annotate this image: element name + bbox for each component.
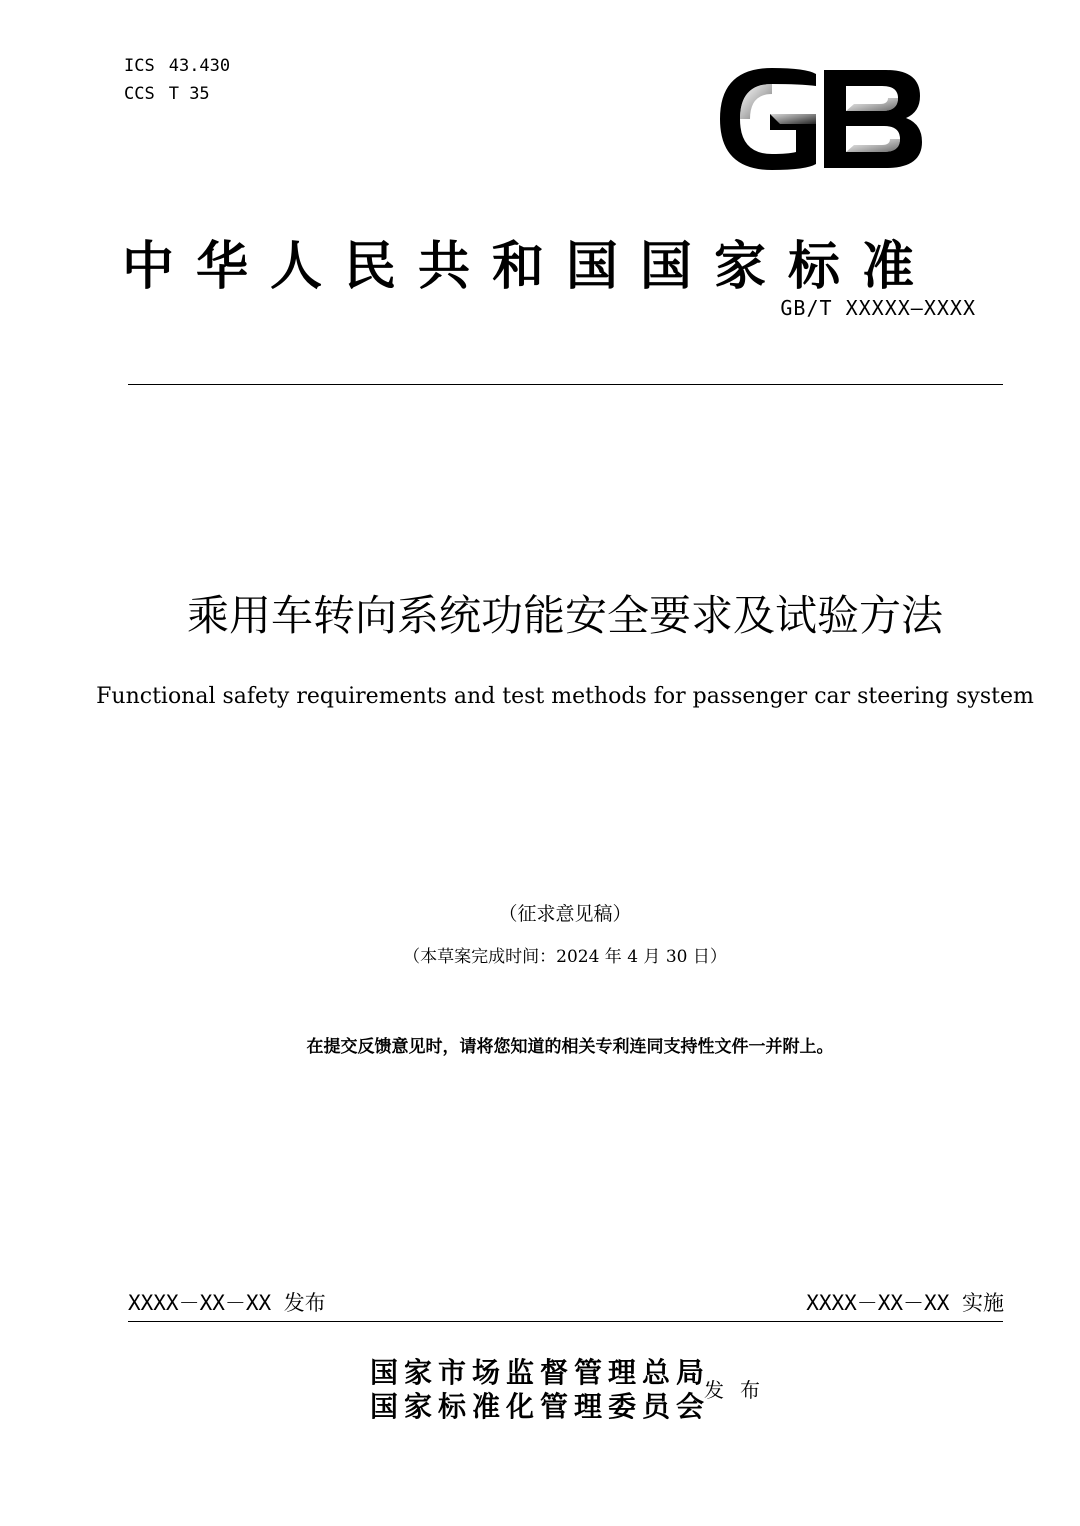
publish-label: 发布 — [704, 1378, 776, 1402]
authority-samr: 国家市场监督管理总局 — [370, 1356, 711, 1389]
document-title-cn: 乘用车转向系统功能安全要求及试验方法 — [186, 591, 943, 640]
ccs-label: CCS — [124, 84, 155, 104]
gb-logo — [716, 66, 924, 172]
ccs-code: T 35 — [168, 84, 210, 104]
issuing-authorities — [370, 1356, 710, 1424]
draft-status: （征求意见稿） — [498, 903, 632, 925]
classification-codes — [124, 52, 244, 108]
draft-completed-date: （本草案完成时间：2024 年 4 月 30 日） — [403, 947, 727, 967]
authority-sac: 国家标准化管理委员会 — [370, 1390, 711, 1423]
ics-row — [124, 52, 244, 80]
standard-number: GB/T XXXXX—XXXX — [780, 296, 976, 320]
patent-notice: 在提交反馈意见时，请将您知道的相关专利连同支持性文件一并附上。 — [306, 1037, 834, 1057]
national-standard-title: 中华人民共和国国家标准 — [122, 237, 937, 297]
document-title-en: Functional safety requirements and test methods for passenger car steering system — [96, 684, 1034, 709]
ics-label: ICS — [124, 56, 155, 76]
implementation-date: XXXX－XX－XX 实施 — [806, 1291, 1004, 1315]
header-divider — [128, 384, 1003, 385]
ccs-row — [124, 80, 244, 108]
ics-code: 43.430 — [168, 56, 231, 76]
issue-date: XXXX－XX－XX 发布 — [128, 1291, 326, 1315]
footer-divider — [128, 1321, 1003, 1322]
